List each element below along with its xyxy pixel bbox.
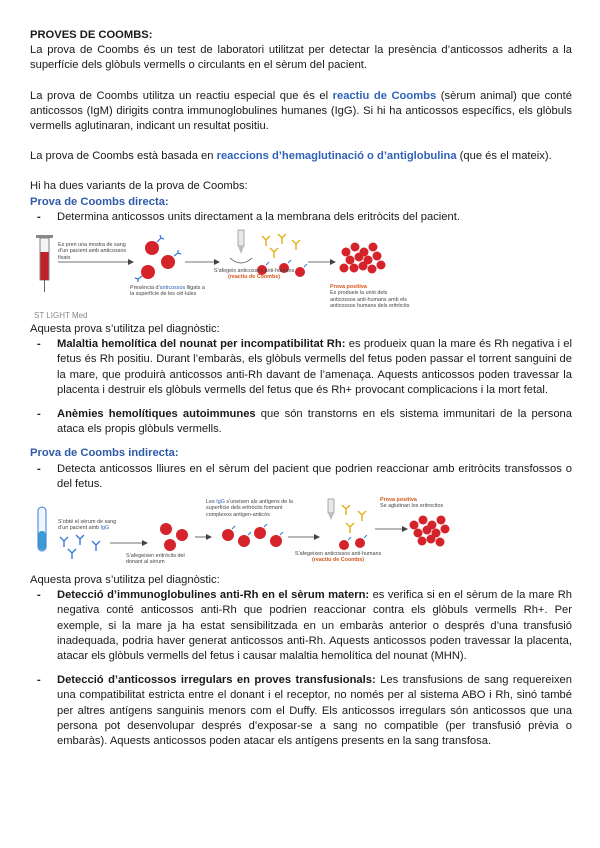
- free-antibody-icon: [60, 535, 100, 559]
- item-text: es produeix quan la mare és Rh negativa i el fetus és Rh positiu. Durant l’embaràs, els glòbuls vermells del fetus poden passar el torrent sanguini de la mare, que produirà anticossos anti-Rh davant de l’amenaça. Aquests anticossos poden travessar la placenta i destruir els glòbuls vermells del fetus que és Rh+ provocant complicacions i la mort fetal.: [57, 338, 572, 396]
- text-run: La prova de Coombs està basada en: [30, 150, 217, 163]
- arrow-icon: [206, 534, 212, 540]
- item-text: Les transfusions de sang requereixen una compatibilitat estricta entre el donant i el receptor, no només per al sistema ABO i Rh, sinó també per altres antígens sanguinis menors com el Duffy. Els anticossos irregulars són anticossos que una persona pot desenvolupar després d’exposar-se a sang no compatible (per transfusió prèvia o embaràs). Aquests anticossos poden atacar els antígens presents en la sang transfosa.: [57, 674, 573, 748]
- indirect-bullet: - Detecta anticossos lliures en el sèrum del pacient que podrien reaccionar amb eritròcits transfossos o del fetus.: [30, 462, 572, 492]
- coombs-antibody-icon: [262, 234, 300, 258]
- arrow-icon: [314, 534, 320, 540]
- caption-highlight: (reactiu de Coombs): [311, 557, 365, 564]
- agglutination-cluster-icon: [410, 516, 450, 547]
- item-term: Malaltia hemolítica del nounat per incompatibilitat Rh:: [57, 338, 346, 351]
- direct-step2-caption: [130, 285, 210, 298]
- text-run: S’obté el sèrum de sang d’un pacient amb: [58, 519, 117, 532]
- direct-step4-caption: [330, 284, 412, 310]
- direct-step3-caption: [204, 268, 304, 281]
- cells-with-antibodies-icon: [339, 535, 367, 550]
- item-text: es verifica si en el sèrum de la mare Rh negativa conté anticossos anti-Rh que podrien reaccionar contra els glòbuls vermells Rh+. Per exemple, si la mare ja ha estat sensibilitzada en un embaràs anterior o després d’una transfusió inadequada, podria haver generat anticossos anti-Rh. Aquests anticossos poden travessar la placenta, atacar els glòbuls vermells del fetus i causar malaltia hemolítica del nounat (MHN).: [57, 589, 572, 663]
- indirect-step1-caption: [58, 519, 120, 532]
- arrow-icon: [142, 540, 148, 546]
- test-tube-icon: [38, 507, 46, 551]
- intro-paragraph: La prova de Coombs és un test de laboratori utilitzat per detectar la presència d’anticossos adherits a la superfície dels glòbuls vermells o circulants en el sèrum del pacient.: [30, 44, 572, 72]
- direct-step1-caption: Es pren una mostra de sang d’un pacient amb anticossos fixats: [58, 242, 127, 261]
- item-term: Anèmies hemolítiques autoimmunes: [57, 408, 256, 421]
- text-run: La prova de Coombs utilitza un reactiu especial que és el: [30, 89, 333, 102]
- pipette-icon: [230, 230, 252, 263]
- syringe-icon: [36, 235, 53, 292]
- direct-use-item: [30, 337, 572, 398]
- reaction-highlight: reaccions d’hemaglutinació o d’antiglobulina: [216, 150, 457, 163]
- direct-use-list: [30, 337, 572, 437]
- indirect-use-list: [30, 588, 572, 749]
- text-run: Presència d’: [130, 285, 160, 292]
- direct-bullet: - Determina anticossos units directament a la membrana dels eritròcits del pacient.: [30, 210, 572, 225]
- direct-use-intro: Aquesta prova s’utilitza pel diagnòstic:: [30, 323, 220, 336]
- direct-heading: Prova de Coombs directa:: [30, 195, 169, 208]
- text-run: s’uneixen als antígens de la superfície dels eritròcits formant complexos antigen-anticòs: [206, 499, 293, 518]
- antigen-antibody-complex-icon: [222, 524, 283, 547]
- indirect-coombs-figure: [30, 495, 572, 571]
- arrow-icon: [214, 259, 220, 265]
- donor-cells-icon: [160, 523, 188, 551]
- red-cells-antibodies-icon: [135, 235, 181, 282]
- direct-bullet-list: [30, 210, 572, 225]
- indirect-step4-caption: [288, 551, 388, 564]
- text-run: Es produeix la unió dels anticossos anti-humans amb els anticossos humans dels eritròcits: [330, 290, 410, 310]
- text-run: lligats a la superfície de les cèl·lules: [130, 285, 205, 298]
- arrow-icon: [402, 526, 408, 532]
- indirect-use-item: [30, 588, 572, 664]
- indirect-heading: Prova de Coombs indirecta:: [30, 447, 179, 460]
- indirect-step3-caption: [206, 499, 304, 518]
- direct-use-item: [30, 407, 572, 437]
- arrow-icon: [330, 259, 336, 265]
- variants-intro: Hi ha dues variants de la prova de Coombs:: [30, 180, 248, 193]
- text-run: Les: [206, 499, 217, 506]
- text-run: S’afegeix anticossos anti-humans: [213, 268, 295, 275]
- caption-highlight: IgG: [216, 499, 225, 506]
- pipette-icon: [328, 499, 334, 520]
- reagent-highlight: reactiu de Coombs: [332, 89, 437, 102]
- caption-highlight: IgG: [100, 525, 110, 532]
- basis-paragraph: [30, 149, 572, 164]
- document-page: [30, 28, 572, 749]
- direct-coombs-figure: [30, 228, 572, 320]
- page-title: PROVES DE COOMBS:: [30, 29, 153, 41]
- agglutination-cluster-icon: [340, 243, 386, 274]
- text-run: Se aglutinan los eritrocitos: [380, 503, 444, 510]
- coombs-antibody-icon: [342, 505, 366, 533]
- indirect-step5-caption: [380, 497, 456, 510]
- indirect-bullet-list: [30, 462, 572, 492]
- indirect-use-item: [30, 673, 572, 749]
- caption-highlight: anticossos: [159, 285, 186, 292]
- indirect-use-intro: Aquesta prova s’utilitza pel diagnòstic:: [30, 574, 220, 587]
- caption-title: Prova positiva: [330, 284, 367, 291]
- text-run: S’afegeixen anticossos anti-humans: [294, 551, 382, 558]
- item-term: Detecció d’immunoglobulines anti-Rh en el sèrum matern:: [57, 589, 370, 602]
- indirect-step2-caption: S’afegeixen eritròcits del donant al sèrum: [126, 553, 185, 566]
- text-run: (sèrum animal) que conté anticossos (IgM) dirigits contra immunoglobulines humanes (IgG). Si hi ha anticossos específics, els glòbuls vermells aglutinaran, indicant un resultat positiu.: [30, 89, 572, 133]
- item-term: Detecció d’anticossos irregulars en proves transfusionals:: [57, 674, 376, 687]
- item-text: que són transtorns en els sistema immunitari de la persona ataca els propis glòbuls vermells.: [57, 408, 572, 436]
- figure-logo: ST LIGHT Med: [34, 311, 88, 321]
- text-run: (que és el mateix).: [456, 150, 552, 163]
- reagent-paragraph: [30, 89, 572, 135]
- caption-highlight: (reactiu de Coombs): [227, 274, 281, 281]
- caption-title: Prova positiva: [380, 497, 417, 504]
